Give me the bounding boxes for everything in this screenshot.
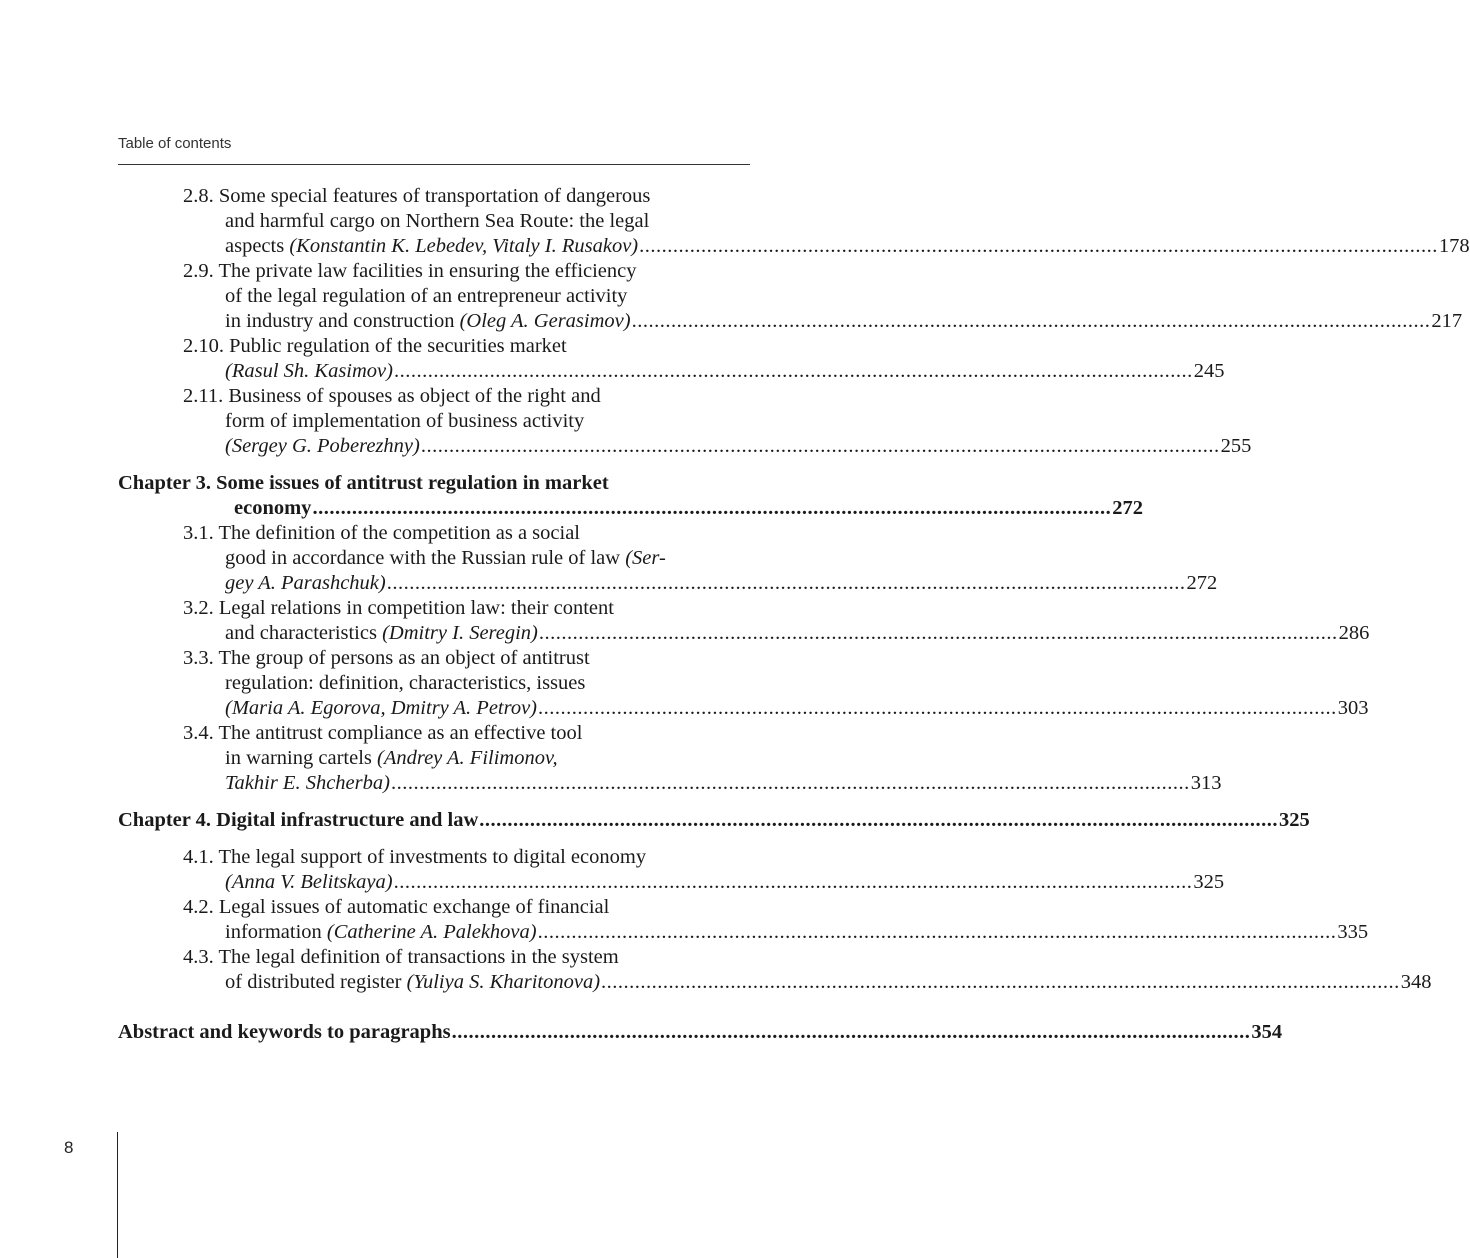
dot-leader: .............................................................................................................................................. — [538, 697, 1337, 719]
toc-entry-3-3-title-cont: regulation: definition, characteristics, issues — [225, 672, 586, 694]
toc-entry-3-4-author-cont: Takhir E. Shcherba) — [225, 772, 390, 794]
toc-entry-3-3-author: (Maria A. Egorova, Dmitry A. Petrov) — [225, 697, 538, 719]
toc-entry-2-9-title-cont: of the legal regulation of an entrepreneur activity — [225, 285, 628, 307]
toc-entry-2-8-title-end: aspects (Konstantin K. Lebedev, Vitaly I. Rusakov) — [225, 235, 639, 257]
toc-entry-3-4-title-cont: in warning cartels (Andrey A. Filimonov, — [225, 747, 558, 769]
dot-leader: .............................................................................................................................................. — [393, 871, 1193, 893]
toc-entry-4-3-title: 4.3. The legal definition of transactions in the system — [183, 946, 619, 968]
toc-entry-2-11-page: 255 — [1220, 435, 1252, 457]
toc-entry-4-1-leader-line — [225, 870, 1225, 895]
toc-entry-3-2-leader-line — [225, 621, 1370, 646]
dot-leader: .............................................................................................................................................. — [631, 310, 1431, 332]
toc-entry-3-4-title: 3.4. The antitrust compliance as an effective tool — [183, 722, 583, 744]
running-header: Table of contents — [118, 135, 232, 152]
toc-entry-2-10-author: (Rasul Sh. Kasimov) — [225, 360, 393, 382]
toc-entry-4-2-title: 4.2. Legal issues of automatic exchange of financial — [183, 896, 610, 918]
toc-entry-3-1-author-cont: gey A. Parashchuk) — [225, 572, 386, 594]
toc-entry-3-3-page: 303 — [1337, 697, 1369, 719]
toc-entry-2-9-title: 2.9. The private law facilities in ensuring the efficiency — [183, 260, 637, 282]
header-divider — [118, 164, 750, 165]
toc-entry-3-1-author: (Ser- — [625, 547, 666, 569]
toc-entry-2-8-title-cont: and harmful cargo on Northern Sea Route: the legal — [225, 210, 650, 232]
toc-entry-2-10-page: 245 — [1193, 360, 1225, 382]
dot-leader: .............................................................................................................................................. — [601, 971, 1400, 993]
toc-entry-4-3-leader-line — [225, 970, 1432, 995]
page-number: 8 — [64, 1138, 74, 1157]
toc-entry-3-3-leader-line — [225, 696, 1369, 721]
toc-entry-3-1-title: 3.1. The definition of the competition as a social — [183, 522, 580, 544]
dot-leader: .............................................................................................................................................. — [479, 809, 1279, 831]
toc-entry-3-4-leader-line — [225, 771, 1222, 796]
toc-chapter-3-title-end: economy — [234, 497, 312, 519]
dot-leader: .............................................................................................................................................. — [639, 235, 1438, 257]
dot-leader: .............................................................................................................................................. — [451, 1021, 1251, 1043]
toc-abstract-title: Abstract and keywords to paragraphs — [118, 1021, 451, 1043]
toc-entry-2-11-leader-line — [225, 434, 1252, 459]
dot-leader: .............................................................................................................................................. — [393, 360, 1193, 382]
toc-chapter-4-leader-line — [118, 808, 1310, 833]
toc-entry-3-4-page: 313 — [1190, 772, 1222, 794]
toc-entry-3-4-author: (Andrey A. Filimonov, — [377, 747, 558, 769]
toc-entry-4-3-title-end: of distributed register (Yuliya S. Kharitonova) — [225, 971, 601, 993]
toc-entry-3-2-page: 286 — [1338, 622, 1370, 644]
dot-leader: .............................................................................................................................................. — [537, 921, 1337, 943]
toc-entry-4-3-page: 348 — [1400, 971, 1432, 993]
toc-entry-4-3-author: (Yuliya S. Kharitonova) — [406, 971, 601, 993]
toc-chapter-4-page: 325 — [1279, 809, 1310, 831]
toc-chapter-4-title: Chapter 4. Digital infrastructure and law — [118, 809, 479, 831]
toc-entry-3-1-title-cont: good in accordance with the Russian rule of law (Ser- — [225, 547, 666, 569]
toc-entry-4-2-title-end: information (Catherine A. Palekhova) — [225, 921, 537, 943]
dot-leader: .............................................................................................................................................. — [386, 572, 1186, 594]
toc-entry-4-2-leader-line — [225, 920, 1369, 945]
toc-entry-3-2-title: 3.2. Legal relations in competition law: their content — [183, 597, 614, 619]
toc-entry-3-1-leader-line — [225, 571, 1218, 596]
toc-entry-4-2-page: 335 — [1337, 921, 1369, 943]
toc-entry-3-3-title: 3.3. The group of persons as an object of antitrust — [183, 647, 590, 669]
toc-chapter-3-page: 272 — [1112, 497, 1143, 519]
toc-chapter-3-leader-line — [234, 496, 1143, 521]
toc-chapter-3-title: Chapter 3. Some issues of antitrust regulation in market — [118, 472, 609, 494]
toc-entry-2-11-title: 2.11. Business of spouses as object of the right and — [183, 385, 601, 407]
toc-entry-4-1-title: 4.1. The legal support of investments to digital economy — [183, 846, 647, 868]
toc-entry-2-8-title: 2.8. Some special features of transportation of dangerous — [183, 185, 651, 207]
toc-abstract-page: 354 — [1251, 1021, 1283, 1043]
margin-rule — [117, 1132, 118, 1258]
toc-entry-2-8-leader-line — [225, 234, 1470, 259]
toc-entry-2-10-leader-line — [225, 359, 1225, 384]
toc-entry-4-1-author: (Anna V. Belitskaya) — [225, 871, 393, 893]
toc-entry-3-2-author: (Dmitry I. Seregin) — [382, 622, 538, 644]
toc-entry-2-11-title-cont: form of implementation of business activity — [225, 410, 585, 432]
dot-leader: .............................................................................................................................................. — [390, 772, 1190, 794]
toc-entry-2-10-title: 2.10. Public regulation of the securities market — [183, 335, 567, 357]
toc-entry-2-9-leader-line — [225, 309, 1463, 334]
toc-entry-2-8-page: 178 — [1438, 235, 1470, 257]
toc-entry-3-1-page: 272 — [1186, 572, 1218, 594]
toc-abstract-leader-line — [118, 1020, 1283, 1045]
toc-entry-4-2-author: (Catherine A. Palekhova) — [326, 921, 537, 943]
toc-entry-3-2-title-end: and characteristics (Dmitry I. Seregin) — [225, 622, 538, 644]
toc-entry-2-9-author: (Oleg A. Gerasimov) — [459, 310, 631, 332]
toc-entry-2-11-author: (Sergey G. Poberezhny) — [225, 435, 420, 457]
dot-leader: .............................................................................................................................................. — [538, 622, 1338, 644]
toc-entry-2-9-title-end: in industry and construction (Oleg A. Gerasimov) — [225, 310, 631, 332]
toc-entry-4-1-page: 325 — [1193, 871, 1225, 893]
toc-entry-2-9-page: 217 — [1431, 310, 1463, 332]
toc-entry-2-8-author: (Konstantin K. Lebedev, Vitaly I. Rusakov) — [289, 235, 639, 257]
dot-leader: .............................................................................................................................................. — [312, 497, 1112, 519]
dot-leader: .............................................................................................................................................. — [420, 435, 1220, 457]
